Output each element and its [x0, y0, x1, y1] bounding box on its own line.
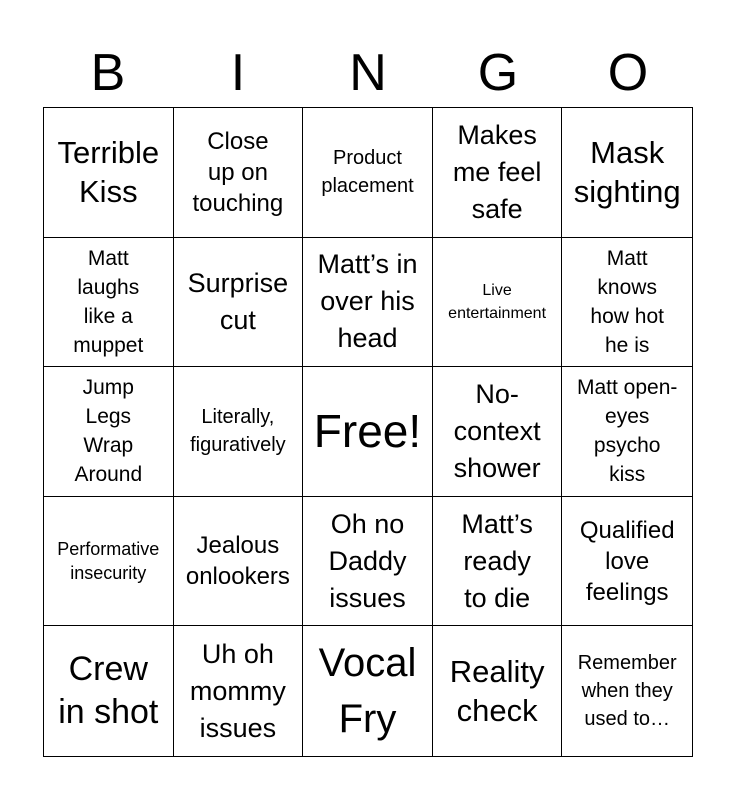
header-letter-n: N	[349, 44, 387, 102]
cell-text: Literally, figuratively	[190, 406, 286, 457]
bingo-cell[interactable]	[44, 367, 174, 497]
cell-text: Close up on touching	[192, 127, 284, 217]
bingo-cell[interactable]	[303, 497, 433, 627]
cell-text: Makes me feel safe	[452, 119, 542, 224]
cell-text: Vocal Fry	[318, 641, 417, 742]
bingo-cell[interactable]	[174, 367, 304, 497]
cell-text: Jealous onlookers	[185, 532, 290, 591]
cell-text: Reality check	[449, 654, 545, 729]
cell-text: Matt’s ready to die	[461, 508, 533, 613]
cell-text: Matt knows how hot he is	[590, 246, 664, 357]
bingo-cell[interactable]	[174, 108, 304, 238]
cell-text: Crew in shot	[58, 650, 159, 732]
bingo-cell[interactable]	[562, 238, 692, 368]
bingo-cell[interactable]	[303, 108, 433, 238]
cell-text: Product placement	[321, 147, 414, 198]
bingo-cell[interactable]	[174, 626, 304, 756]
cell-text: Mask sighting	[573, 135, 681, 210]
bingo-cell[interactable]	[433, 108, 563, 238]
bingo-cell[interactable]	[433, 367, 563, 497]
cell-text: Matt laughs like a muppet	[73, 246, 144, 357]
cell-text: Matt open- eyes psycho kiss	[577, 376, 678, 487]
bingo-cell[interactable]	[562, 626, 692, 756]
cell-text: Matt’s in over his head	[317, 249, 418, 354]
bingo-cell[interactable]	[44, 497, 174, 627]
cell-text: Terrible Kiss	[57, 135, 160, 210]
bingo-cell[interactable]	[44, 238, 174, 368]
bingo-cell[interactable]	[44, 626, 174, 756]
header-letter-b: B	[90, 44, 126, 102]
bingo-cell[interactable]	[433, 497, 563, 627]
cell-text: Performative insecurity	[57, 539, 160, 584]
bingo-cell[interactable]	[433, 238, 563, 368]
bingo-cell[interactable]	[174, 497, 304, 627]
bingo-cell[interactable]	[303, 626, 433, 756]
header-letter-i: I	[230, 44, 246, 102]
free-space-text: Free!	[313, 405, 422, 458]
cell-text: Qualified love feelings	[579, 516, 675, 606]
bingo-board	[43, 107, 693, 757]
cell-text: Uh oh mommy issues	[189, 638, 286, 743]
bingo-cell[interactable]	[562, 367, 692, 497]
header-letter-g: G	[477, 44, 519, 102]
cell-text: No- context shower	[453, 378, 541, 483]
cell-text: Surprise cut	[187, 267, 289, 335]
bingo-cell[interactable]	[174, 238, 304, 368]
bingo-header	[43, 38, 693, 108]
cell-text: Jump Legs Wrap Around	[74, 376, 143, 487]
bingo-cell[interactable]	[303, 238, 433, 368]
cell-text: Live entertainment	[448, 281, 547, 322]
free-space[interactable]	[303, 367, 433, 497]
bingo-cell[interactable]	[433, 626, 563, 756]
bingo-cell[interactable]	[562, 108, 692, 238]
cell-text: Remember when they used to…	[577, 652, 677, 731]
cell-text: Oh no Daddy issues	[328, 508, 407, 613]
bingo-cell[interactable]	[44, 108, 174, 238]
header-letter-o: O	[607, 44, 649, 102]
bingo-cell[interactable]	[562, 497, 692, 627]
